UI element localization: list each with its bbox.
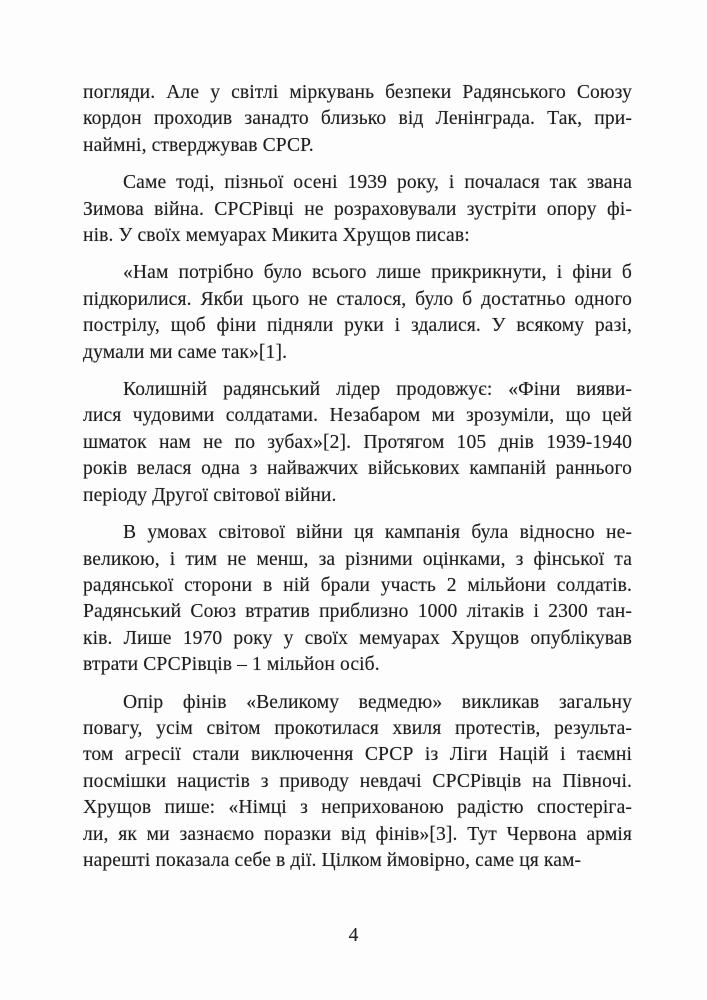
text-line: Хрущов пише: «Німці з неприхованою радістю спостеріга-	[83, 797, 632, 819]
text-line: ли, як ми зазнаємо поразки від фінів»[3]. Тут Червона армія	[83, 823, 632, 845]
text-line: посмішки нацистів з приводу невдачі СРСРівців на Півночі.	[83, 770, 632, 792]
text-line: радянської сторони в ній брали участь 2 мільйони солдатів.	[83, 574, 632, 596]
text-line: Радянський Союз втратив приблизно 1000 літаків і 2300 тан-	[83, 601, 632, 623]
page-number: 4	[348, 925, 359, 946]
text-line: періоду Другої світової війни.	[83, 484, 337, 506]
paragraph	[83, 170, 632, 249]
text-line: наймні, стверджував СРСР.	[83, 134, 314, 156]
text-line: великою, і тим не менш, за різними оцінками, з фінської та	[83, 548, 632, 570]
paragraph	[83, 690, 632, 875]
text-line: «Нам потрібно було всього лише прикрикнути, і фіни б	[123, 262, 632, 284]
text-line: нарешті показала себе в дії. Цілком ймовірно, саме ця кам-	[83, 849, 582, 871]
text-line: В умовах світової війни ця кампанія була відносно не-	[123, 522, 632, 544]
text-line: нів. У своїх мемуарах Микита Хрущов писав:	[83, 225, 470, 247]
paragraph	[83, 80, 632, 159]
text-line: Колишній радянський лідер продовжує: «Фіни вияви-	[123, 379, 632, 401]
text-line: повагу, усім світом прокотилася хвиля протестів, результа-	[83, 717, 632, 739]
text-line: пострілу, щоб фіни підняли руки і здалися. У всякому разі,	[83, 315, 632, 337]
paragraph	[83, 520, 632, 678]
text-line: том агресії стали виключення СРСР із Ліги Націй і таємні	[83, 744, 632, 766]
text-line: Зимова війна. СРСРівці не розраховували зустріти опору фі-	[83, 198, 632, 220]
paragraph	[83, 377, 632, 509]
text-line: погляди. Але у світлі міркувань безпеки Радянського Союзу	[83, 82, 632, 103]
paragraph	[83, 260, 632, 366]
text-line: втрати СРСРівців – 1 мільйон осіб.	[83, 654, 380, 676]
text-line: років велася одна з найважчих військових кампаній раннього	[83, 458, 632, 480]
text-line: шматок нам не по зубах»[2]. Протягом 105 днів 1939-1940	[83, 431, 632, 453]
page-text-block	[83, 80, 632, 874]
text-line: думали ми саме так»[1].	[83, 341, 288, 363]
text-line: Опір фінів «Великому ведмедю» викликав загальну	[123, 691, 632, 713]
text-line: Саме тоді, пізньої осені 1939 року, і почалася так звана	[123, 172, 632, 194]
text-line: лися чудовими солдатами. Незабаром ми зрозуміли, що цей	[83, 405, 632, 427]
text-line: кордон проходив занадто близько від Ленінграда. Так, при-	[83, 108, 632, 130]
text-line: ків. Лише 1970 року у своїх мемуарах Хрущов опублікував	[83, 627, 632, 649]
text-line: підкорилися. Якби цього не сталося, було б достатньо одного	[83, 288, 632, 310]
